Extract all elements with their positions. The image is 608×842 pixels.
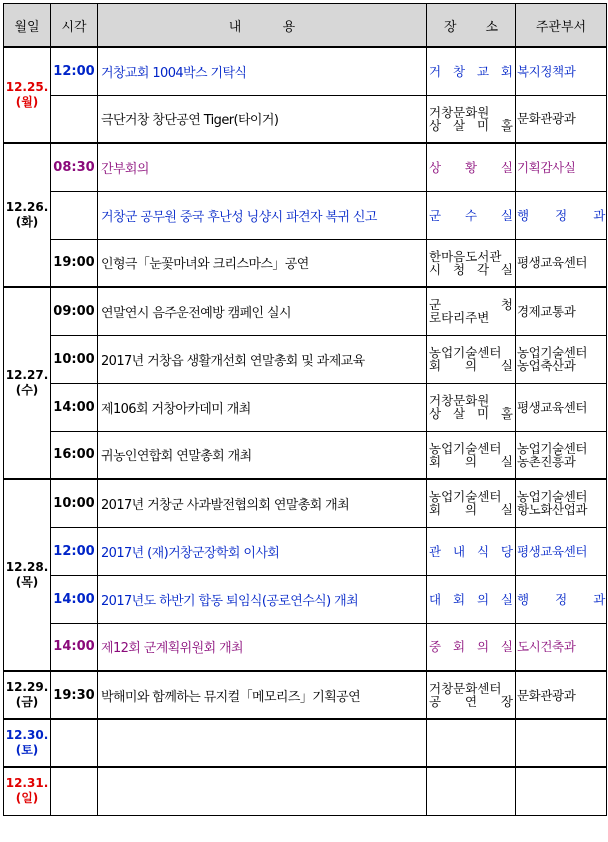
place-line: 회 의 실 bbox=[429, 453, 513, 469]
place-line: 시 청 각 실 bbox=[429, 261, 513, 277]
content-cell: 거창교회 1004박스 기탁식 bbox=[98, 47, 427, 95]
table-row bbox=[4, 623, 607, 671]
dept-cell bbox=[516, 287, 607, 335]
time-cell: 19:00 bbox=[51, 239, 98, 287]
place-line: 관 내 식 당 bbox=[429, 543, 513, 559]
dept-line: 기획감사실 bbox=[517, 159, 576, 175]
dept-line: 행 정 과 bbox=[517, 207, 605, 223]
weekday-text: (수) bbox=[15, 383, 39, 397]
weekday-text: (화) bbox=[15, 215, 39, 229]
table-row bbox=[4, 719, 607, 767]
header-time: 시각 bbox=[51, 4, 98, 48]
dept-line: 농업기술센터 bbox=[517, 440, 588, 456]
date-cell bbox=[4, 47, 51, 143]
weekday-text: (목) bbox=[15, 575, 39, 589]
dept-cell bbox=[516, 479, 607, 527]
weekday-text: (월) bbox=[15, 95, 39, 109]
dept-cell bbox=[516, 47, 607, 95]
table-row bbox=[4, 527, 607, 575]
place-cell bbox=[427, 671, 516, 719]
table-row bbox=[4, 479, 607, 527]
dept-cell bbox=[516, 623, 607, 671]
place-cell bbox=[427, 479, 516, 527]
time-cell: 12:00 bbox=[51, 47, 98, 95]
content-cell: 2017년 거창읍 생활개선회 연말총회 및 과제교육 bbox=[98, 335, 427, 383]
time-cell: 14:00 bbox=[51, 575, 98, 623]
place-cell bbox=[427, 95, 516, 143]
time-cell bbox=[51, 719, 98, 767]
table-row bbox=[4, 239, 607, 287]
date-text: 12.30. bbox=[5, 728, 49, 742]
date-text: 12.28. bbox=[5, 560, 49, 574]
content-cell: 극단거창 창단공연 Tiger(타이거) bbox=[98, 95, 427, 143]
dept-line: 평생교육센터 bbox=[517, 255, 588, 271]
dept-line: 경제교통과 bbox=[517, 303, 576, 319]
time-cell: 14:00 bbox=[51, 623, 98, 671]
time-cell bbox=[51, 767, 98, 815]
content-cell: 거창군 공무원 중국 후난성 닝샹시 파견자 복귀 신고 bbox=[98, 191, 427, 239]
dept-cell bbox=[516, 335, 607, 383]
table-row bbox=[4, 143, 607, 191]
time-cell: 08:30 bbox=[51, 143, 98, 191]
place-line: 회 의 실 bbox=[429, 502, 513, 518]
date-cell bbox=[4, 767, 51, 815]
place-cell bbox=[427, 719, 516, 767]
table-row bbox=[4, 95, 607, 143]
table-row bbox=[4, 335, 607, 383]
place-cell bbox=[427, 527, 516, 575]
place-line: 농업기술센터 bbox=[429, 440, 502, 456]
schedule-body bbox=[4, 47, 607, 815]
place-line: 거 창 교 회 bbox=[429, 63, 513, 79]
dept-line: 행 정 과 bbox=[517, 591, 605, 607]
place-cell bbox=[427, 287, 516, 335]
date-cell bbox=[4, 719, 51, 767]
table-row bbox=[4, 287, 607, 335]
dept-cell bbox=[516, 431, 607, 479]
dept-cell bbox=[516, 143, 607, 191]
content-cell: 2017년도 하반기 합동 퇴임식(공로연수식) 개최 bbox=[98, 575, 427, 623]
place-line: 상 황 실 bbox=[429, 159, 513, 175]
table-row bbox=[4, 671, 607, 719]
header-place: 장 소 bbox=[427, 4, 516, 48]
header-dept: 주관부서 bbox=[516, 4, 607, 48]
dept-line: 농촌진흥과 bbox=[517, 453, 576, 469]
place-line: 한마음도서관 bbox=[429, 248, 502, 264]
content-cell: 2017년 거창군 사과발전협의회 연말총회 개최 bbox=[98, 479, 427, 527]
time-cell: 16:00 bbox=[51, 431, 98, 479]
dept-line: 농업축산과 bbox=[517, 358, 576, 373]
header-date: 월일 bbox=[4, 4, 51, 48]
date-text: 12.27. bbox=[5, 368, 49, 382]
time-cell: 12:00 bbox=[51, 527, 98, 575]
place-cell bbox=[427, 431, 516, 479]
place-line: 상 살 미 홀 bbox=[429, 406, 513, 421]
content-cell: 연말연시 음주운전예방 캠페인 실시 bbox=[98, 287, 427, 335]
table-row bbox=[4, 383, 607, 431]
dept-line: 복지정책과 bbox=[517, 63, 576, 79]
dept-cell bbox=[516, 767, 607, 815]
dept-cell bbox=[516, 239, 607, 287]
weekday-text: (금) bbox=[15, 695, 39, 709]
table-row bbox=[4, 767, 607, 815]
dept-cell bbox=[516, 719, 607, 767]
content-cell: 2017년 (재)거창군장학회 이사회 bbox=[98, 527, 427, 575]
time-cell: 14:00 bbox=[51, 383, 98, 431]
time-cell bbox=[51, 95, 98, 143]
place-line: 회 의 실 bbox=[429, 358, 513, 373]
time-cell bbox=[51, 191, 98, 239]
content-cell: 박해미와 함께하는 뮤지컬「메모리즈」기획공연 bbox=[98, 671, 427, 719]
date-cell bbox=[4, 479, 51, 671]
place-line: 거창문화원 bbox=[429, 104, 490, 120]
place-cell bbox=[427, 143, 516, 191]
content-cell: 귀농인연합회 연말총회 개최 bbox=[98, 431, 427, 479]
place-line: 군 수 실 bbox=[429, 207, 513, 223]
time-cell: 19:30 bbox=[51, 671, 98, 719]
content-cell bbox=[98, 767, 427, 815]
date-text: 12.29. bbox=[5, 680, 49, 694]
dept-line: 농업기술센터 bbox=[517, 489, 588, 505]
dept-cell bbox=[516, 95, 607, 143]
place-cell bbox=[427, 47, 516, 95]
content-cell: 인형극「눈꽃마녀와 크리스마스」공연 bbox=[98, 239, 427, 287]
dept-line: 도시건축과 bbox=[517, 639, 576, 655]
date-text: 12.31. bbox=[5, 776, 49, 791]
place-line: 거창문화센터 bbox=[429, 681, 502, 696]
place-line: 군 청 bbox=[429, 297, 513, 313]
dept-line: 평생교육센터 bbox=[517, 543, 588, 559]
dept-line: 문화관광과 bbox=[517, 111, 576, 127]
content-cell bbox=[98, 719, 427, 767]
place-line: 농업기술센터 bbox=[429, 345, 502, 360]
place-line: 중 회 의 실 bbox=[429, 639, 513, 655]
place-line: 대 회 의 실 bbox=[429, 591, 513, 607]
date-cell bbox=[4, 143, 51, 287]
table-row bbox=[4, 191, 607, 239]
dept-line: 문화관광과 bbox=[517, 687, 576, 703]
date-cell bbox=[4, 287, 51, 479]
header-row bbox=[4, 4, 607, 48]
place-line: 공 연 장 bbox=[429, 694, 513, 709]
place-cell bbox=[427, 191, 516, 239]
place-line: 거창문화원 bbox=[429, 393, 490, 408]
dept-line: 항노화산업과 bbox=[517, 502, 588, 518]
place-line: 로타리주변 bbox=[429, 310, 490, 326]
time-cell: 10:00 bbox=[51, 479, 98, 527]
schedule-sheet bbox=[3, 3, 606, 839]
weekday-text: (일) bbox=[15, 791, 39, 806]
dept-cell bbox=[516, 383, 607, 431]
content-cell: 간부회의 bbox=[98, 143, 427, 191]
place-cell bbox=[427, 383, 516, 431]
place-cell bbox=[427, 335, 516, 383]
table-row bbox=[4, 431, 607, 479]
header-content: 내 용 bbox=[98, 4, 427, 48]
schedule-table bbox=[3, 3, 607, 816]
content-cell: 제106회 거창아카데미 개최 bbox=[98, 383, 427, 431]
table-row bbox=[4, 47, 607, 95]
dept-cell bbox=[516, 527, 607, 575]
weekday-text: (토) bbox=[15, 743, 39, 757]
date-text: 12.25. bbox=[5, 80, 49, 94]
dept-line: 농업기술센터 bbox=[517, 345, 588, 360]
time-cell: 10:00 bbox=[51, 335, 98, 383]
dept-cell bbox=[516, 671, 607, 719]
place-cell bbox=[427, 623, 516, 671]
content-cell: 제12회 군계획위원회 개최 bbox=[98, 623, 427, 671]
time-cell: 09:00 bbox=[51, 287, 98, 335]
date-cell bbox=[4, 671, 51, 719]
table-row bbox=[4, 575, 607, 623]
dept-cell bbox=[516, 575, 607, 623]
place-cell bbox=[427, 575, 516, 623]
dept-line: 평생교육센터 bbox=[517, 399, 588, 415]
dept-cell bbox=[516, 191, 607, 239]
place-line: 상 살 미 홀 bbox=[429, 117, 513, 133]
place-cell bbox=[427, 239, 516, 287]
date-text: 12.26. bbox=[5, 200, 49, 214]
place-cell bbox=[427, 767, 516, 815]
place-line: 농업기술센터 bbox=[429, 489, 502, 505]
